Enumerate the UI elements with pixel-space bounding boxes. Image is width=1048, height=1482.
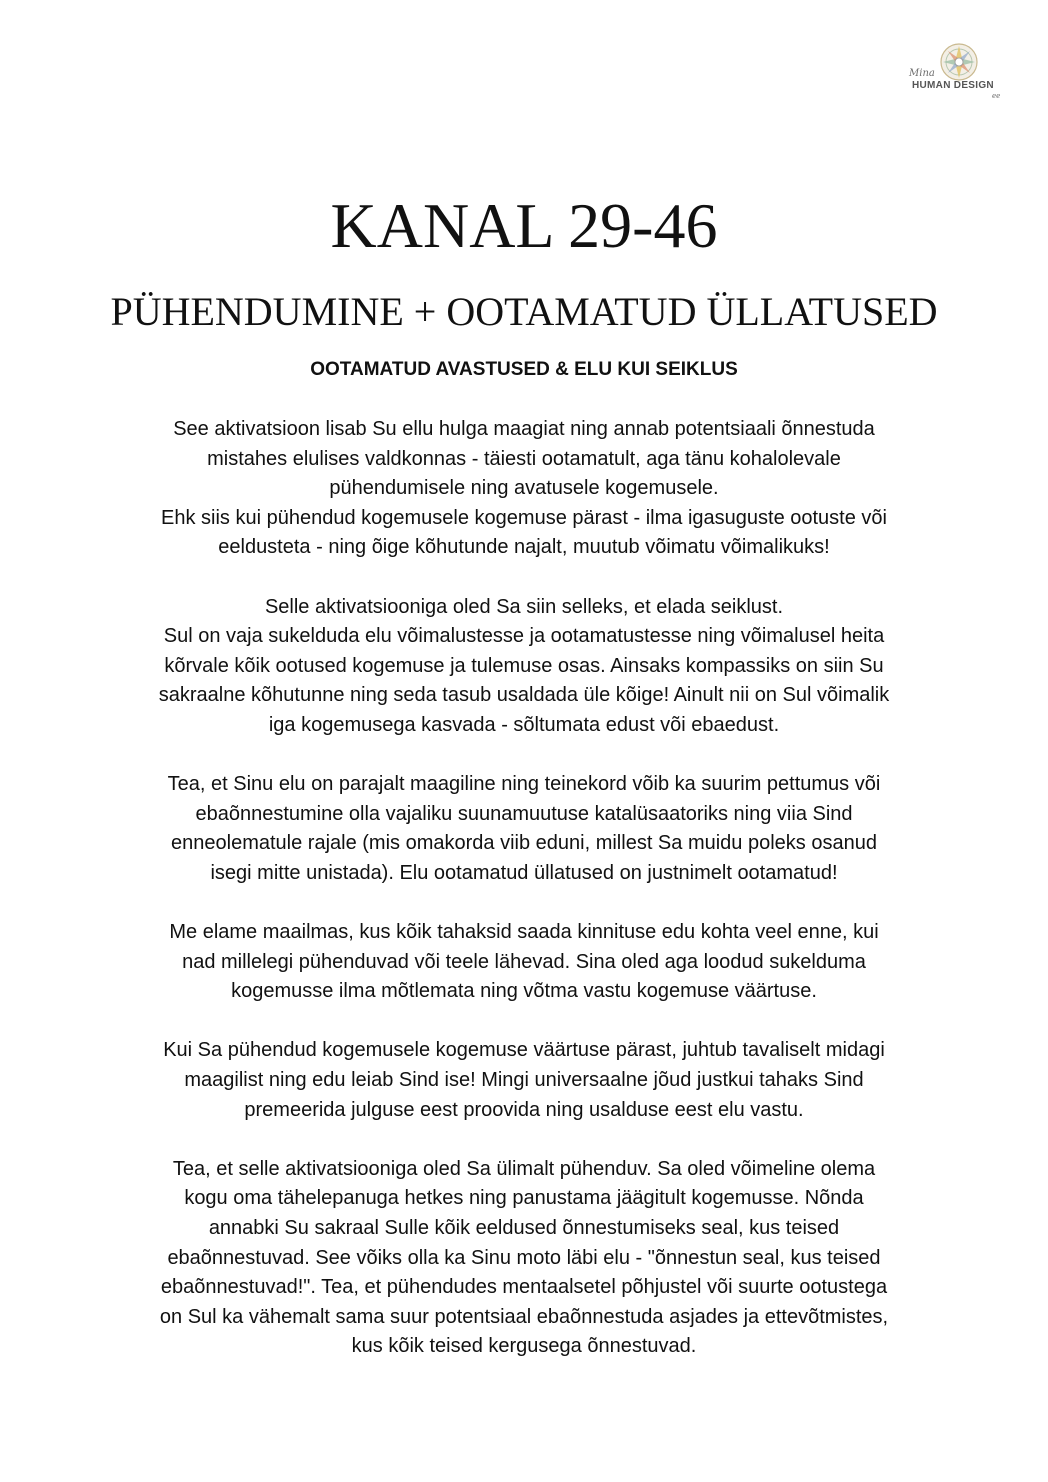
text-line: kus kõik teised kergusega õnnestuvad. <box>351 1335 697 1358</box>
text-line: maagilist ning edu leiab Sind ise! Mingi universaalne jõud justkui tahaks Sind <box>184 1069 864 1092</box>
paragraph-4 <box>100 918 948 1007</box>
text-line: ebaõnnestuvad!". Tea, et pühendudes mentaalsetel põhjustel või suurte ootustega <box>160 1276 888 1299</box>
text-line: Tea, et Sinu elu on parajalt maagiline ning teinekord võib ka suurim pettumus või <box>167 773 881 796</box>
section-tagline: OOTAMATUD AVASTUSED & ELU KUI SEIKLUS <box>310 359 738 380</box>
text-line: Tea, et selle aktivatsiooniga oled Sa ülimalt pühenduv. Sa oled võimeline olema <box>172 1157 876 1180</box>
text-line: Me elame maailmas, kus kõik tahaksid saada kinnituse edu kohta veel enne, kui <box>169 921 879 944</box>
logo-script-text: Mina <box>909 68 935 79</box>
text-line: mistahes elulises valdkonnas - täiesti ootamatult, aga tänu kohalolevale <box>207 447 841 470</box>
text-line: annabki Su sakraal Sulle kõik eeldused õnnestumiseks seal, kus teised <box>208 1217 840 1240</box>
text-line: ebaõnnestumine olla vajaliku suunamuutuse katalüsaatoriks ning viia Sind <box>195 802 853 825</box>
logo-suffix-text: ee <box>992 92 1001 100</box>
paragraph-2 <box>100 593 948 741</box>
text-line: ebaõnnestuvad. See võiks olla ka Sinu moto läbi elu - "õnnestun seal, kus teised <box>167 1246 881 1269</box>
text-line: See aktivatsioon lisab Su ellu hulga maagiat ning annab potentsiaali õnnestuda <box>173 418 875 440</box>
text-line: Selle aktivatsiooniga oled Sa siin selleks, et elada seiklust. <box>264 595 784 618</box>
text-line: on Sul ka vähemalt sama suur potentsiaal ebaõnnestuda asjades ja ettevõtmistes, <box>159 1305 889 1328</box>
text-line: iga kogemusega kasvada - sõltumata edust või ebaedust. <box>268 713 780 736</box>
text-line: premeerida julguse eest proovida ning usalduse eest elu vastu. <box>244 1098 804 1121</box>
paragraph-1 <box>100 415 948 563</box>
text-line: Ehk siis kui pühendud kogemusele kogemuse pärast - ilma igasuguste ootuste või <box>161 506 887 529</box>
paragraph-5 <box>100 1036 948 1125</box>
text-line: sakraalne kõhutunne ning seda tasub usaldada üle kõige! Ainult nii on Sul võimalik <box>158 684 890 707</box>
text-line: kogu oma tähelepanuga hetkes ning panustama jäägitult kogemusse. Nõnda <box>184 1187 864 1210</box>
text-line: Kui Sa pühendud kogemusele kogemuse väärtuse pärast, juhtub tavaliselt midagi <box>163 1039 885 1062</box>
text-line: pühendumisele ning avatusele kogemusele. <box>329 477 719 500</box>
text-line: kogemusse ilma mõtlemata ning võtma vastu kogemuse väärtuse. <box>231 980 817 1003</box>
text-line: Sul on vaja sukelduda elu võimalustesse ja ootamatustesse ning võimalusel heita <box>163 625 885 648</box>
text-line: eeldusteta - ning õige kõhutunde najalt, muutub võimatu võimalikuks! <box>218 536 830 559</box>
page-title: KANAL 29-46 <box>330 190 718 261</box>
page-subtitle: PÜHENDUMINE + OOTAMATUD ÜLLATUSED <box>110 289 938 334</box>
logo-brand-text: HUMAN DESIGN <box>912 80 994 91</box>
text-line: enneolematule rajale (mis omakorda viib eduni, millest Sa muidu poleks osanud <box>171 832 877 855</box>
text-line: isegi mitte unistada). Elu ootamatud üllatused on justnimelt ootamatud! <box>210 861 838 884</box>
paragraph-3 <box>100 770 948 888</box>
body-text <box>100 415 948 1362</box>
text-line: nad millelegi pühenduvad või teele lähevad. Sina oled aga loodud sukelduma <box>182 950 866 973</box>
paragraph-6 <box>100 1155 948 1362</box>
mandala-logo-icon <box>939 42 979 82</box>
text-line: kõrvale kõik ootused kogemuse ja tulemuse osas. Ainsaks kompassiks on siin Su <box>164 654 884 677</box>
brand-logo <box>905 42 1015 108</box>
